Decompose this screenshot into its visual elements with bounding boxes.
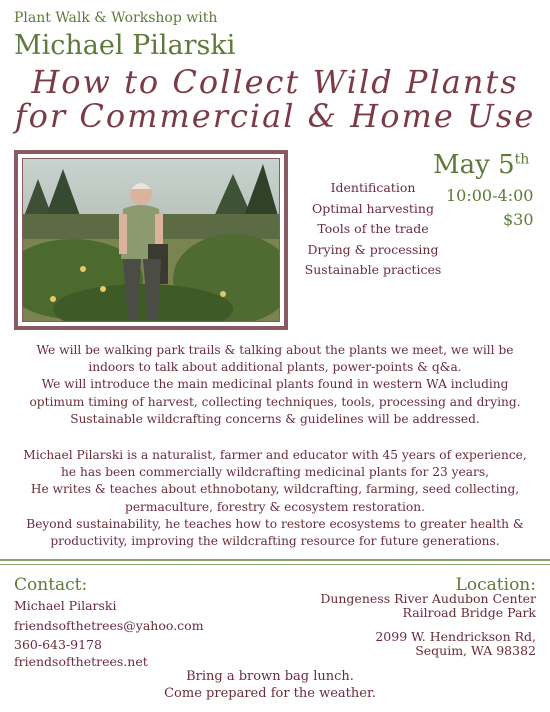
bio-line: he has been commercially wildcrafting medicinal plants for 23 years,	[61, 465, 489, 480]
description-line: indoors to talk about additional plants, power-points & q&a.	[88, 360, 462, 375]
location-venue-line-2: Railroad Bridge Park	[402, 605, 536, 620]
bio-line: He writes & teaches about ethnobotany, wildcrafting, farming, seed collecting,	[30, 482, 520, 497]
presenter-name: Michael Pilarski	[14, 30, 236, 61]
description-line: Sustainable wildcrafting concerns & guidelines will be addressed.	[70, 411, 480, 426]
contact-website[interactable]: friendsofthetrees.net	[14, 654, 148, 669]
description-line: We will be walking park trails & talking about the plants we meet, we will be	[36, 343, 514, 357]
bio-line: Beyond sustainability, he teaches how to restore ecosystems to greater health &	[26, 516, 524, 531]
topic-item: Identification	[330, 180, 416, 195]
location-address-line-1: 2099 W. Hendrickson Rd,	[375, 629, 536, 644]
notes	[140, 668, 400, 702]
topic-item: Drying & processing	[307, 241, 439, 257]
description-line: optimum timing of harvest, collecting techniques, tools, processing and drying.	[29, 394, 521, 409]
divider	[0, 564, 550, 565]
photo-frame	[14, 150, 288, 330]
event-date-suffix: th	[514, 151, 530, 168]
location-venue-line-1: Dungeness River Audubon Center	[320, 591, 536, 606]
presenter-photo	[22, 158, 280, 322]
description-line: We will introduce the main medicinal plants found in western WA including	[41, 377, 509, 392]
event-price: $30	[503, 210, 534, 229]
description	[10, 342, 540, 428]
subtitle: Plant Walk & Workshop with	[14, 10, 218, 26]
title-line-2: for Commercial & Home Use	[14, 97, 536, 135]
contact-name: Michael Pilarski	[14, 598, 117, 613]
topics-list	[300, 178, 446, 281]
bio-line: Michael Pilarski is a naturalist, farmer and educator with 45 years of experience,	[23, 448, 527, 462]
bio-line: productivity, improving the wildcrafting resource for future generations.	[50, 534, 500, 549]
event-date-day: May 5	[433, 150, 515, 180]
bio-line: permaculture, forestry & ecosystem restoration.	[125, 499, 425, 514]
note-line: Come prepared for the weather.	[164, 686, 376, 701]
contact-email[interactable]: friendsofthetrees@yahoo.com	[14, 618, 204, 633]
topic-item: Sustainable practices	[304, 262, 442, 277]
bio	[10, 447, 540, 550]
divider	[0, 559, 550, 561]
location-address-line-2: Sequim, WA 98382	[415, 643, 536, 658]
location-heading: Location:	[455, 575, 536, 595]
title-line-1: How to Collect Wild Plants	[31, 63, 519, 101]
event-time: 10:00-4:00	[446, 186, 534, 205]
topic-item: Tools of the trade	[317, 221, 429, 236]
contact-phone: 360-643-9178	[14, 637, 102, 652]
contact-heading: Contact:	[14, 575, 88, 595]
note-line: Bring a brown bag lunch.	[186, 669, 354, 684]
event-date	[433, 150, 529, 180]
topic-item: Optimal harvesting	[312, 200, 434, 216]
